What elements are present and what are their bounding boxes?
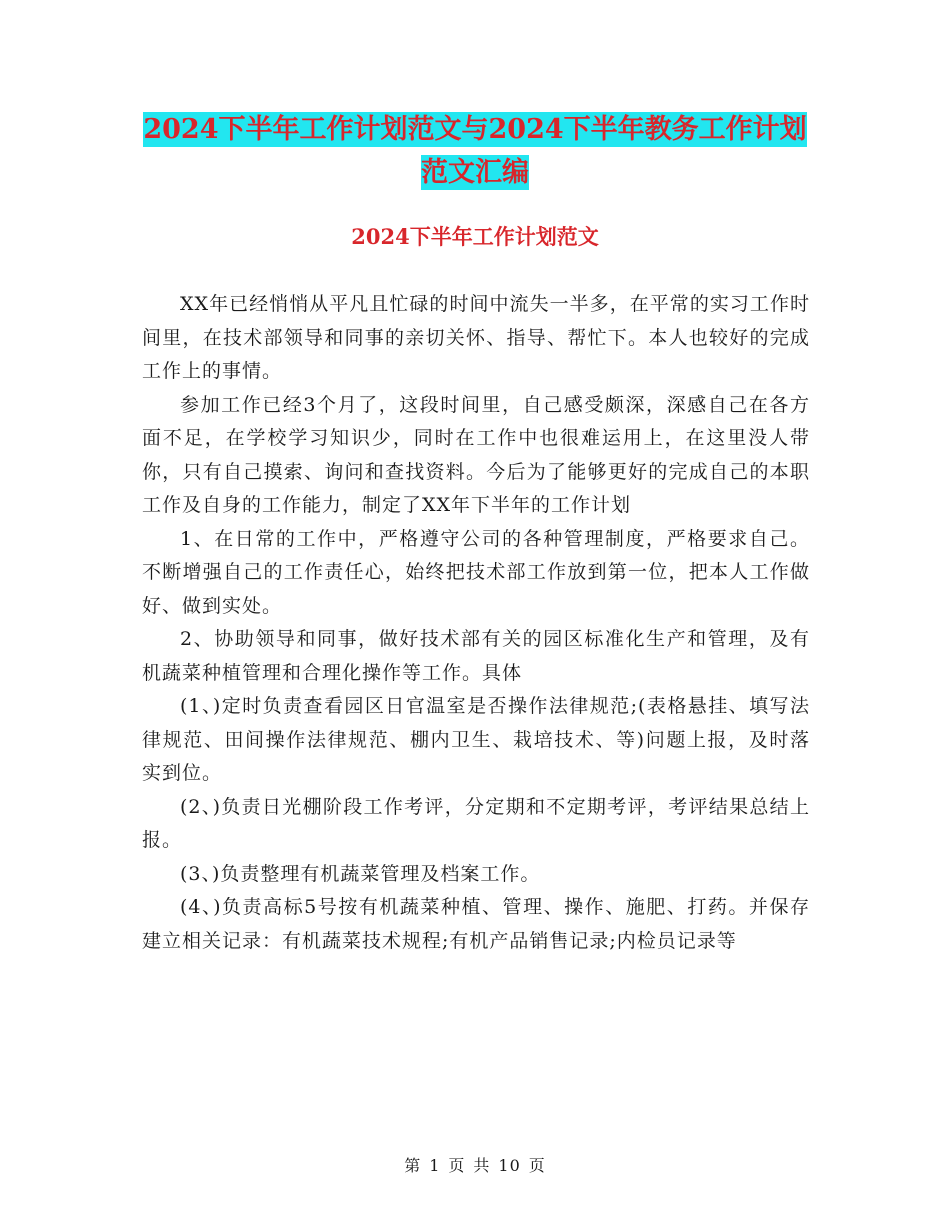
section-title: 2024下半年工作计划范文 xyxy=(351,224,599,249)
paragraph: (4、)负责高标5号按有机蔬菜种植、管理、操作、施肥、打药。并保存建立相关记录：有机蔬菜技术规程;有机产品销售记录;内检员记录等 xyxy=(142,896,810,952)
document-title-text: 2024下半年工作计划范文与2024下半年教务工作计划范文汇编 xyxy=(143,114,807,188)
document-title xyxy=(130,108,820,194)
paragraph: (2、)负责日光棚阶段工作考评，分定期和不定期考评，考评结果总结上报。 xyxy=(142,795,810,851)
footer-label-total: 共 xyxy=(473,1156,491,1175)
footer-current-page: 1 xyxy=(429,1156,441,1175)
footer-label-page: 第 xyxy=(404,1156,422,1175)
paragraph: 2、协助领导和同事，做好技术部有关的园区标准化生产和管理，及有机蔬菜种植管理和合理化操作等工作。具体 xyxy=(142,628,810,684)
footer-label-total-unit: 页 xyxy=(528,1156,546,1175)
paragraph: XX年已经悄悄从平凡且忙碌的时间中流失一半多，在平常的实习工作时间里，在技术部领导和同事的亲切关怀、指导、帮忙下。本人也较好的完成工作上的事情。 xyxy=(142,293,810,382)
document-body xyxy=(142,288,810,958)
footer-label-page-unit: 页 xyxy=(448,1156,466,1175)
page-footer xyxy=(0,1153,950,1176)
paragraph: (1、)定时负责查看园区日官温室是否操作法律规范;(表格悬挂、填写法律规范、田间操作法律规范、棚内卫生、栽培技术、等)问题上报，及时落实到位。 xyxy=(142,695,810,784)
paragraph: 1、在日常的工作中，严格遵守公司的各种管理制度，严格要求自己。不断增强自己的工作责任心，始终把技术部工作放到第一位，把本人工作做好、做到实处。 xyxy=(142,527,810,617)
paragraph: 参加工作已经3个月了，这段时间里，自己感受颇深，深感自己在各方面不足，在学校学习知识少，同时在工作中也很难运用上，在这里没人带你，只有自己摸索、询问和查找资料。今后为了能够更好的完成自己的本职工作及自身的工作能力，制定了XX年下半年的工作计划 xyxy=(142,393,810,516)
paragraph: (3、)负责整理有机蔬菜管理及档案工作。 xyxy=(180,862,541,885)
footer-total-pages: 10 xyxy=(498,1156,521,1175)
